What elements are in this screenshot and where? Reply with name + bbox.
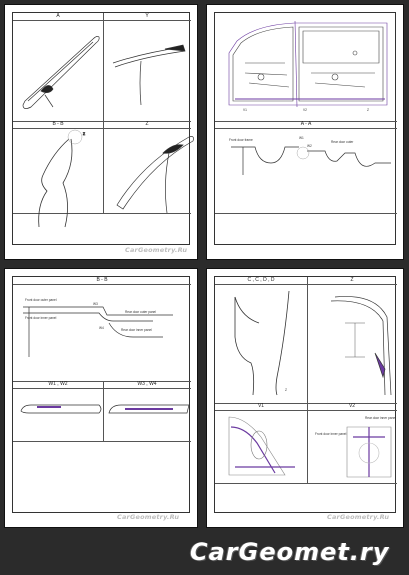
- page-3: [4, 268, 198, 528]
- page-2: [206, 4, 404, 260]
- view-w3w4-header: W3 , W4: [103, 381, 191, 389]
- page-1: [4, 4, 198, 260]
- section-ccdd-drawing: [235, 291, 289, 395]
- view-z-header: Z: [103, 121, 191, 129]
- page-3-frame: [12, 276, 190, 513]
- view-v1-header: V1: [215, 403, 307, 411]
- page-3-drawings: [13, 277, 193, 517]
- page-4-drawings: [215, 277, 399, 517]
- view-z-header: Z: [307, 277, 397, 285]
- label-rear-door-outer: Rear door outer panel: [125, 310, 157, 314]
- label-w4: W4: [99, 326, 104, 330]
- view-w1w2-header: W1 , W2: [13, 381, 103, 389]
- view-bb-drawing: [39, 130, 85, 227]
- label-front-door-frame: Front door frame: [229, 138, 253, 142]
- view-ccdd-header: C , C , D , D: [215, 277, 307, 285]
- page-1-drawings: [13, 13, 193, 253]
- label-z: Z: [367, 108, 369, 112]
- view-bb-header: B - B: [13, 277, 191, 285]
- label-rear-door-outer: Rear door outer: [331, 140, 354, 144]
- view-v1-drawing: [229, 417, 295, 475]
- mark-z: Z: [83, 132, 85, 136]
- view-z-drawing: [117, 137, 194, 214]
- page-4: [206, 268, 404, 528]
- label-w2: W2: [307, 144, 312, 148]
- label-v2: V2: [303, 108, 307, 112]
- label-front-door-inner: Front door inner panel: [315, 432, 347, 436]
- label-rear-door-inner: Rear door inner panel: [365, 416, 396, 420]
- strip-w3w4: [109, 405, 189, 413]
- section-z-drawing: [331, 296, 391, 395]
- view-y-drawing: [113, 45, 185, 105]
- view-aa-header: A - A: [215, 121, 397, 129]
- view-v2-drawing: [347, 427, 391, 477]
- view-a-header: A: [13, 13, 103, 21]
- view-v2-header: V2: [307, 403, 397, 411]
- label-front-door-inner: Front door inner panel: [25, 316, 57, 320]
- label-w3: W3: [93, 302, 98, 306]
- label-w1: W1: [299, 136, 304, 140]
- section-aa-drawing: [231, 147, 391, 175]
- view-a-drawing: [23, 36, 99, 108]
- page-1-frame: [12, 12, 190, 245]
- mark-z: Z: [285, 388, 287, 392]
- label-front-door-outer: Front door outer panel: [25, 298, 57, 302]
- watermark: CarGeometry.Ru: [117, 513, 180, 521]
- view-y-header: Y: [103, 13, 191, 21]
- label-rear-door-inner: Rear door inner panel: [121, 328, 152, 332]
- page-4-frame: [214, 276, 396, 513]
- section-bb-drawing: [23, 307, 173, 357]
- page-2-drawings: [215, 13, 399, 253]
- brand-logo: CarGeomet.ry: [190, 538, 390, 566]
- page-2-frame: [214, 12, 396, 245]
- label-v1: V1: [243, 108, 247, 112]
- strip-w1w2: [21, 405, 101, 413]
- view-bb-header: B - B: [13, 121, 103, 129]
- watermark: CarGeometry.Ru: [125, 246, 188, 254]
- watermark: CarGeometry.Ru: [327, 513, 390, 521]
- door-frame-drawing: [229, 21, 387, 107]
